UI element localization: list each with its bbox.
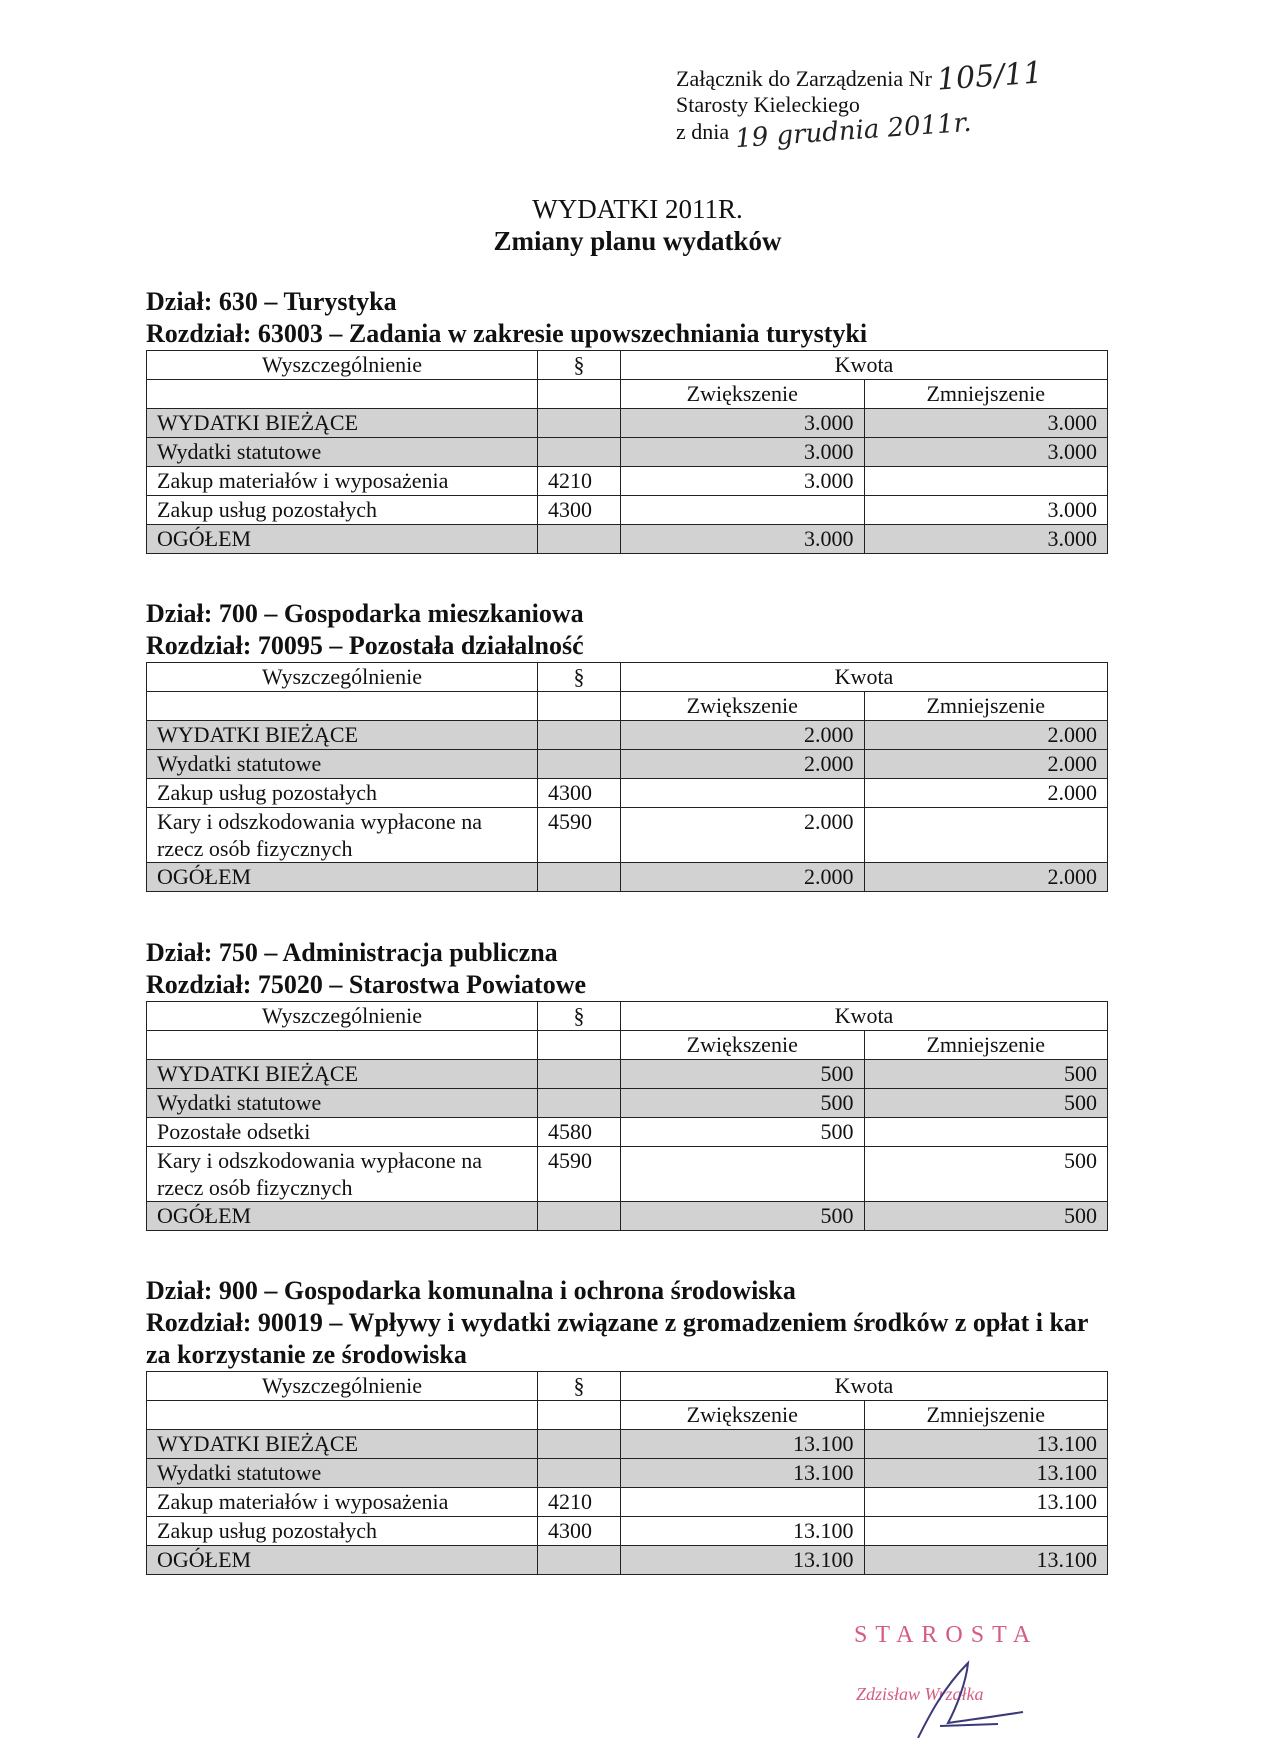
row-increase bbox=[621, 496, 865, 525]
table-row bbox=[147, 1060, 1108, 1089]
table-row bbox=[147, 496, 1108, 525]
row-name: OGÓŁEM bbox=[147, 1202, 538, 1231]
table-subheader-row bbox=[147, 380, 1108, 409]
col-header-decrease: Zmniejszenie bbox=[864, 692, 1108, 721]
row-decrease bbox=[864, 1118, 1108, 1147]
section-900 bbox=[146, 1275, 1106, 1575]
empty-cell bbox=[538, 380, 621, 409]
row-paragraph bbox=[538, 438, 621, 467]
row-increase bbox=[621, 1147, 865, 1202]
col-header-wyszczegolnienie: Wyszczególnienie bbox=[147, 663, 538, 692]
row-increase bbox=[621, 1488, 865, 1517]
section-dzial: Dział: 750 – Administracja publiczna bbox=[146, 938, 558, 967]
section-750 bbox=[146, 937, 1106, 1231]
table-row bbox=[147, 863, 1108, 892]
row-name: Wydatki statutowe bbox=[147, 438, 538, 467]
stamp-title: STAROSTA bbox=[854, 1622, 1039, 1648]
expenditure-table bbox=[146, 662, 1108, 892]
row-decrease: 500 bbox=[864, 1089, 1108, 1118]
table-row bbox=[147, 1118, 1108, 1147]
table-row bbox=[147, 467, 1108, 496]
col-header-increase: Zwiększenie bbox=[621, 380, 865, 409]
section-rozdzial: Rozdział: 63003 – Zadania w zakresie upowszechniania turystyki bbox=[146, 319, 868, 348]
row-name: WYDATKI BIEŻĄCE bbox=[147, 409, 538, 438]
table-header-row bbox=[147, 663, 1108, 692]
row-increase: 13.100 bbox=[621, 1459, 865, 1488]
table-row bbox=[147, 1459, 1108, 1488]
table-row bbox=[147, 808, 1108, 863]
row-paragraph bbox=[538, 863, 621, 892]
row-paragraph: 4210 bbox=[538, 1488, 621, 1517]
row-paragraph bbox=[538, 525, 621, 554]
document-title: WYDATKI 2011R. bbox=[532, 194, 743, 224]
attachment-line-1 bbox=[676, 55, 1096, 98]
section-dzial: Dział: 630 – Turystyka bbox=[146, 287, 397, 316]
row-name: Kary i odszkodowania wypłacone na rzecz osób fizycznych bbox=[147, 1147, 538, 1202]
row-name: WYDATKI BIEŻĄCE bbox=[147, 1060, 538, 1089]
table-row bbox=[147, 1089, 1108, 1118]
empty-cell bbox=[538, 1031, 621, 1060]
row-name: Zakup usług pozostałych bbox=[147, 1517, 538, 1546]
row-paragraph bbox=[538, 750, 621, 779]
handwritten-number: 105/11 bbox=[936, 55, 1045, 98]
row-increase: 13.100 bbox=[621, 1517, 865, 1546]
col-header-paragraph: § bbox=[538, 351, 621, 380]
col-header-kwota: Kwota bbox=[621, 351, 1108, 380]
empty-cell bbox=[147, 692, 538, 721]
row-name: WYDATKI BIEŻĄCE bbox=[147, 1430, 538, 1459]
row-decrease: 13.100 bbox=[864, 1546, 1108, 1575]
row-paragraph: 4300 bbox=[538, 1517, 621, 1546]
col-header-wyszczegolnienie: Wyszczególnienie bbox=[147, 1372, 538, 1401]
table-subheader-row bbox=[147, 692, 1108, 721]
empty-cell bbox=[538, 1401, 621, 1430]
row-decrease: 500 bbox=[864, 1202, 1108, 1231]
row-decrease: 3.000 bbox=[864, 438, 1108, 467]
expenditure-table bbox=[146, 1001, 1108, 1231]
row-increase: 3.000 bbox=[621, 438, 865, 467]
section-dzial: Dział: 900 – Gospodarka komunalna i ochrona środowiska bbox=[146, 1276, 796, 1305]
row-increase: 3.000 bbox=[621, 467, 865, 496]
row-decrease: 13.100 bbox=[864, 1488, 1108, 1517]
table-row bbox=[147, 525, 1108, 554]
row-increase: 2.000 bbox=[621, 808, 865, 863]
row-paragraph: 4590 bbox=[538, 1147, 621, 1202]
row-increase: 2.000 bbox=[621, 863, 865, 892]
document-subtitle: Zmiany planu wydatków bbox=[493, 226, 782, 256]
row-name: Pozostałe odsetki bbox=[147, 1118, 538, 1147]
signature-icon bbox=[848, 1608, 1078, 1738]
row-name: Zakup materiałów i wyposażenia bbox=[147, 1488, 538, 1517]
table-header-row bbox=[147, 351, 1108, 380]
col-header-increase: Zwiększenie bbox=[621, 692, 865, 721]
row-increase: 13.100 bbox=[621, 1430, 865, 1459]
col-header-decrease: Zmniejszenie bbox=[864, 1031, 1108, 1060]
table-row bbox=[147, 409, 1108, 438]
row-decrease: 13.100 bbox=[864, 1430, 1108, 1459]
col-header-paragraph: § bbox=[538, 1372, 621, 1401]
row-increase: 2.000 bbox=[621, 721, 865, 750]
row-increase: 3.000 bbox=[621, 525, 865, 554]
row-paragraph: 4210 bbox=[538, 467, 621, 496]
row-paragraph: 4580 bbox=[538, 1118, 621, 1147]
section-700 bbox=[146, 598, 1106, 892]
row-decrease: 2.000 bbox=[864, 750, 1108, 779]
section-630 bbox=[146, 286, 1106, 554]
col-header-increase: Zwiększenie bbox=[621, 1031, 865, 1060]
expenditure-table bbox=[146, 1371, 1108, 1575]
table-row bbox=[147, 1202, 1108, 1231]
row-name: Wydatki statutowe bbox=[147, 750, 538, 779]
col-header-decrease: Zmniejszenie bbox=[864, 380, 1108, 409]
col-header-decrease: Zmniejszenie bbox=[864, 1401, 1108, 1430]
row-paragraph: 4300 bbox=[538, 496, 621, 525]
row-decrease: 13.100 bbox=[864, 1459, 1108, 1488]
col-header-increase: Zwiększenie bbox=[621, 1401, 865, 1430]
row-decrease bbox=[864, 1517, 1108, 1546]
row-name: Zakup materiałów i wyposażenia bbox=[147, 467, 538, 496]
row-name: Wydatki statutowe bbox=[147, 1459, 538, 1488]
table-row bbox=[147, 1430, 1108, 1459]
row-paragraph bbox=[538, 721, 621, 750]
table-row bbox=[147, 750, 1108, 779]
section-rozdzial: Rozdział: 70095 – Pozostała działalność bbox=[146, 631, 584, 660]
row-decrease bbox=[864, 467, 1108, 496]
row-paragraph bbox=[538, 1202, 621, 1231]
row-name: WYDATKI BIEŻĄCE bbox=[147, 721, 538, 750]
row-decrease: 3.000 bbox=[864, 496, 1108, 525]
attachment-header bbox=[676, 55, 1096, 155]
col-header-paragraph: § bbox=[538, 1002, 621, 1031]
table-row bbox=[147, 779, 1108, 808]
row-increase bbox=[621, 779, 865, 808]
section-rozdzial: Rozdział: 75020 – Starostwa Powiatowe bbox=[146, 970, 587, 999]
attachment-line-3 bbox=[676, 107, 1096, 155]
empty-cell bbox=[538, 692, 621, 721]
empty-cell bbox=[147, 380, 538, 409]
col-header-paragraph: § bbox=[538, 663, 621, 692]
row-name: Wydatki statutowe bbox=[147, 1089, 538, 1118]
official-stamp bbox=[848, 1608, 1078, 1728]
row-increase: 2.000 bbox=[621, 750, 865, 779]
row-paragraph bbox=[538, 1089, 621, 1118]
table-subheader-row bbox=[147, 1031, 1108, 1060]
row-decrease bbox=[864, 808, 1108, 863]
row-decrease: 500 bbox=[864, 1147, 1108, 1202]
row-name: Zakup usług pozostałych bbox=[147, 779, 538, 808]
section-rozdzial: Rozdział: 90019 – Wpływy i wydatki związane z gromadzeniem środków z opłat i kar za korzystanie ze środowiska bbox=[146, 1308, 1089, 1369]
attachment-label: Załącznik do Zarządzenia Nr bbox=[676, 66, 932, 91]
row-name: Kary i odszkodowania wypłacone na rzecz osób fizycznych bbox=[147, 808, 538, 863]
table-row bbox=[147, 1546, 1108, 1575]
row-name: OGÓŁEM bbox=[147, 525, 538, 554]
row-decrease: 500 bbox=[864, 1060, 1108, 1089]
row-increase: 500 bbox=[621, 1202, 865, 1231]
row-name: Zakup usług pozostałych bbox=[147, 496, 538, 525]
row-paragraph bbox=[538, 1546, 621, 1575]
row-decrease: 3.000 bbox=[864, 409, 1108, 438]
table-row bbox=[147, 1488, 1108, 1517]
table-row bbox=[147, 1517, 1108, 1546]
col-header-kwota: Kwota bbox=[621, 1002, 1108, 1031]
row-paragraph: 4590 bbox=[538, 808, 621, 863]
col-header-wyszczegolnienie: Wyszczególnienie bbox=[147, 1002, 538, 1031]
table-row bbox=[147, 721, 1108, 750]
date-label: z dnia bbox=[676, 119, 730, 144]
table-subheader-row bbox=[147, 1401, 1108, 1430]
table-row bbox=[147, 438, 1108, 467]
col-header-kwota: Kwota bbox=[621, 663, 1108, 692]
row-increase: 3.000 bbox=[621, 409, 865, 438]
row-paragraph bbox=[538, 1060, 621, 1089]
row-decrease: 2.000 bbox=[864, 779, 1108, 808]
section-dzial: Dział: 700 – Gospodarka mieszkaniowa bbox=[146, 599, 584, 628]
empty-cell bbox=[147, 1401, 538, 1430]
handwritten-date: 19 grudnia 2011r. bbox=[733, 107, 973, 155]
row-increase: 500 bbox=[621, 1089, 865, 1118]
row-increase: 500 bbox=[621, 1118, 865, 1147]
table-row bbox=[147, 1147, 1108, 1202]
row-name: OGÓŁEM bbox=[147, 1546, 538, 1575]
row-name: OGÓŁEM bbox=[147, 863, 538, 892]
stamp-name: Zdzisław Wrzałka bbox=[856, 1684, 984, 1704]
table-header-row bbox=[147, 1372, 1108, 1401]
row-paragraph bbox=[538, 1430, 621, 1459]
row-decrease: 2.000 bbox=[864, 863, 1108, 892]
row-decrease: 2.000 bbox=[864, 721, 1108, 750]
empty-cell bbox=[147, 1031, 538, 1060]
row-paragraph bbox=[538, 1459, 621, 1488]
col-header-wyszczegolnienie: Wyszczególnienie bbox=[147, 351, 538, 380]
expenditure-table bbox=[146, 350, 1108, 554]
table-header-row bbox=[147, 1002, 1108, 1031]
col-header-kwota: Kwota bbox=[621, 1372, 1108, 1401]
row-decrease: 3.000 bbox=[864, 525, 1108, 554]
row-paragraph: 4300 bbox=[538, 779, 621, 808]
row-increase: 500 bbox=[621, 1060, 865, 1089]
row-increase: 13.100 bbox=[621, 1546, 865, 1575]
row-paragraph bbox=[538, 409, 621, 438]
attachment-line-2: Starosty Kieleckiego bbox=[676, 92, 860, 117]
